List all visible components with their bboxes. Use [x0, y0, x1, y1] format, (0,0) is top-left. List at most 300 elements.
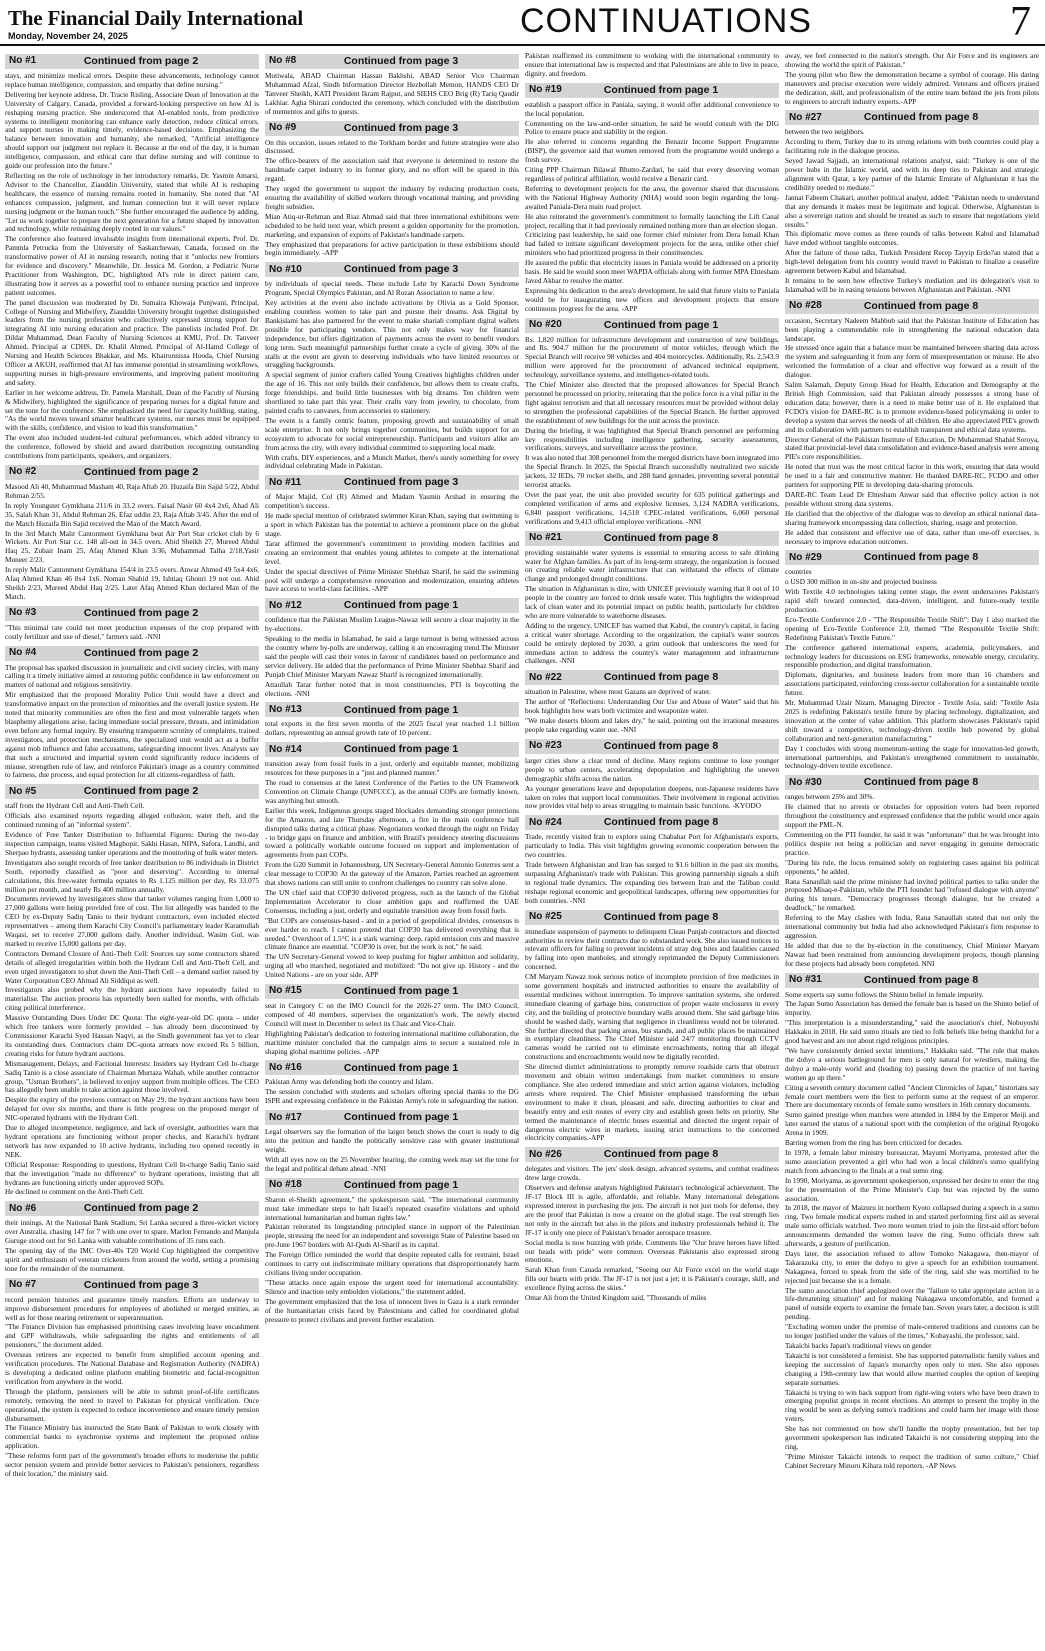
continued-from-label: Continued from page 8 [603, 531, 719, 544]
continuation-header [265, 702, 519, 717]
article-body [265, 1002, 519, 1056]
paragraph: Barring women from the ring has been criticized for decades. [785, 1139, 963, 1148]
paragraph: He assured the public that electricity issues in Paniala would be addressed on a priority basis. He said he would soon meet WAPDA officials along with former MPA Ehtesham Javed Akbar to resolve the matter. [525, 259, 779, 285]
paragraph: staff from the Hydrant Cell and Anti-Theft Cell. [5, 802, 145, 811]
paragraph: The situation in Afghanistan is dire, with UNICEF previously warning that 8 out of 10 people in the country are forced to drink unsafe water. This highlights the widespread lack of clean water and its potential impact on public health, particularly for children who are more vulnerable to waterborne diseases. [525, 585, 779, 620]
continuation-header [525, 531, 779, 546]
article-body [265, 139, 519, 259]
continued-from-label: Continued from page 8 [603, 671, 719, 684]
article-number: No #2 [9, 466, 37, 478]
paragraph: situation in Palestine, where most Gazans are deprived of water. [525, 688, 711, 697]
paragraph: Sharon el-Sheikh agreement," the spokesperson said. "The international community must take immediate steps to halt Israel's repeated ceasefire violations and uphold international humanitarian and human rights law." [265, 1195, 519, 1222]
paragraph: She has not commented on how she'll handle the trophy presentation, but her top government spokesperson has indicated Takaichi is not considering stepping into the ring. [785, 1425, 1039, 1451]
paragraph: providing sustainable water systems is essential to ensuring access to safe drinking water for Afghan families. As part of its long-term strategy, the organization is focused on creating reliable water infrastructure that can withstand the effects of climate change and prolonged drought conditions. [525, 548, 779, 584]
article-number: No #31 [789, 973, 822, 985]
paragraph: He declined to comment on the Anti-Theft Cell. [5, 1188, 144, 1197]
article [5, 784, 259, 1197]
continued-from-label: Continued from page 2 [83, 466, 199, 479]
article [5, 606, 259, 642]
paragraph: In 1990, Moriyama, as government spokesperson, expressed her desire to enter the ring for the presentation of the Prime Minister's Cup but was rejected by the sumo association. [785, 1176, 1039, 1203]
paragraph: During the briefing, it was highlighted that Special Branch personnel are performing key responsibilities including intelligence gathering, security assessments, verifications, surveys, and surveillance across the province. [525, 426, 779, 453]
paragraph: establish a passport office in Paniala, saying, it would offer additional convenience to the local population. [525, 100, 779, 118]
article [5, 646, 259, 781]
article-body [5, 483, 259, 602]
paragraph: This diplomatic move comes as three rounds of talks between Kabul and Islamabad have ended without tangible outcomes. [785, 230, 1039, 248]
continued-from-label: Continued from page 2 [83, 55, 199, 68]
paragraph: Under the special directives of Prime Minister Shehbaz Sharif, he said the swimming pool will undergo a comprehensive renovation and modernization, ensuring athletes have access to world-class facilities. -APP [265, 567, 519, 594]
article [785, 973, 1039, 1471]
paragraph: Takaichi backs Japan's traditional views on gender [785, 1342, 932, 1350]
continued-from-label: Continued from page 3 [343, 263, 459, 276]
continuation-header [265, 598, 519, 613]
paragraph: Mr. Muhammad Uzair Nizam, Managing Director - Textile Asia, said: "Textile Asia 2025 is redefining Pakistan's textile future by placing technology, digitalization, and innovation at the center of value addition. This platform showcases Pakistan's rapid shift toward a competitive, technology-driven textile hub powered by global collaboration and next-generation manufacturing." [785, 699, 1039, 743]
continuation-header [785, 550, 1039, 565]
paragraph: DARE-RC Team Lead Dr Ehtesham Anwar said that effective policy action is not possible without strong data systems. [785, 490, 1039, 508]
article-number: No #16 [269, 1061, 302, 1073]
paragraph: Trade between Afghanistan and Iran has surged to $1.6 billion in the past six months, surpassing Afghanistan's trade with Pakistan. This growing partnership signals a shift in regional trade dynamics. The expanding ties between Iran and the Taliban could reshape regional economic and geopolitical landscapes, offering new opportunities for both countries. -NNI [525, 861, 779, 905]
paragraph: The event also included student-led cultural performances, which added vibrancy to the conference, followed by shield and award distribution recognizing outstanding contributions from participants, speakers, and organizers. [5, 434, 259, 461]
paragraph: "Excluding women under the premise of male-centered traditions and customs can be no longer justified under the values of the times," Kobayashi, the professor, said. [785, 1323, 1039, 1341]
article-body [525, 52, 779, 79]
article [5, 1201, 259, 1273]
paragraph: between the two neighbors. [785, 128, 865, 137]
article-number: No #12 [269, 599, 302, 611]
paragraph: The road to consensus at the latest Conference of the Parties to the UN Framework Convention on Climate Change (UNFCCC), as the annual COPs are formally known, was anything but smooth. [265, 779, 519, 805]
paragraph: Pakistan reiterated its longstanding principled stance in support of the Palestinian people, stressing the need for an independent and sovereign State of Palestine based on pre-June 1967 borders with Al-Quds Al-Sharif as its capital. [265, 1223, 519, 1250]
paragraph: Takaichi is not considered a feminist. She has supported paternalistic family values and keeping the succession of Japan's monarchy open only to men. She also opposes changing a 19th-century law that would allow married couples the option of keeping separate surnames. [785, 1351, 1039, 1387]
paragraph: In 2018, the mayor of Maizuru in northern Kyoto collapsed during a speech in a sumo ring. Two female medical experts rushed in and started performing first aid as several male sumo officials watched. Two more women tried to join the first-aid effort before announcements demanded the women leave the ring. Sumo officials threw salt afterwards, a gesture of purification. [785, 1204, 1039, 1249]
article-body [5, 72, 259, 461]
paragraph: larger cities show a clear trend of decline. Many regions continue to lose younger people to urban centers, accelerating depopulation and highlighting the uneven demographic shifts across the nation. [525, 756, 779, 783]
article-body [785, 991, 1039, 1471]
paragraph: As younger generations leave and depopulation deepens, non-Japanese residents have taken on roles that support local communities. Their involvement in regional activities now provides vital help to areas struggling to maintain basic functions. -KYODO [525, 784, 779, 811]
paragraph: From the G20 Summit in Johannesburg, UN Secretary-General Antonio Guterres sent a clear message to COP30: At the gateway of the Amazon, Parties reached an agreement that shows nations can still unite to confront challenges no country can solve alone. [265, 861, 519, 888]
article-number: No #8 [269, 55, 297, 67]
paragraph: Commenting on the PTI founder, he said it was "unfortunate" that he was brought into politics despite not being a politician and never engaging in genuine democratic practice. [785, 830, 1039, 857]
column [785, 52, 1039, 1646]
article-number: No #3 [9, 607, 37, 619]
paragraph: Despite the expiry of the previous contract on May 29, the hydrant auctions have been delayed for over six months, and there is little progress on the proposed merger of NIC-operated hydrants with the Hydrant Cell. [5, 1096, 259, 1123]
article-body [265, 1196, 519, 1325]
paragraph: CM Maryam Nawaz took serious notice of incomplete provision of free medicines in some government hospitals and instructed authorities to ensure the availability of essential medicines without interruption. To improve sanitation systems, she ordered immediate cleaning of garbage bins, construction of proper waste enclosures in every city, and the building of protective boundary walls around them. She said garbage bins should be washed daily, warning that negligence in cleanliness would not be tolerated. She further directed that parking areas, bus stands, and all public places be maintained in exemplary cleanliness. The Chief Minister said 24/7 monitoring through CCTV cameras would be carried out to eliminate encroachments, noting that all illegal constructions and encroachments would now be digitally recorded. [525, 973, 779, 1062]
paragraph: "But COPs are consensus-based - and in a period of geopolitical divides, consensus is ever harder to reach. I cannot pretend that COP30 has delivered everything that is needed." Overshoot of 1.5°C is a stark warning: deep, rapid emission cuts and massive climate finance are essential. "COP30 is over, but the work is not," he said. [265, 916, 519, 952]
continuation-header [5, 784, 259, 799]
paragraph: Seyed Jawad Sajjadi, an international relations analyst, said: "Turkey is one of the power hubs in the Islamic world, and with its deep ties to Pakistan and strategic alignment with Qatar, a key partner of the Islamic Emirate of Afghanistan it has the credibility needed to mediate." [785, 157, 1039, 192]
continuation-header [785, 299, 1039, 314]
paragraph: They urged the government to support the industry by reducing production costs, ensuring the availability of skilled workers through vocational training, and providing freight subsidies. [265, 185, 519, 211]
continuation-header [525, 910, 779, 925]
paragraph: Massive Outstanding Dues Under DC Quota: The eight-year-old DC quota – under which free tankers were formerly provided – has already been discontinued by Commissioner Karachi Syed Hassan Naqvi, as the Sindh government has yet to clear its outstanding dues. Contractors claim DC-quota arrears now exceed Rs 5 billion, creating risks for future hydrant auctions. [5, 1014, 259, 1058]
paragraph: The Foreign Office reminded the world that despite repeated calls for restraint, Israel continues to carry out indiscriminate military operations that disproportionately harm civilians living under occupation. [265, 1251, 519, 1277]
article-number: No #7 [9, 1279, 37, 1291]
continued-from-label: Continued from page 3 [83, 1278, 199, 1291]
paragraph: o USD 300 million in on-site and projected business [785, 578, 937, 587]
continued-from-label: Continued from page 1 [343, 743, 459, 756]
paragraph: Over the past year, the unit also provided security for 635 political gatherings and completed verification of arms and explosive licenses, 3,124 NADRA verifications, 6,840 passport verifications, 14,518 CPEC-related verifications, 6,060 personal verifications and 9,413 official employee verifications. -NNI [525, 490, 779, 526]
paragraph: Rana Sanaullah said the prime minister had invited political parties to talks under the proposed Misaq-e-Pakistan, while the PTI founder had "refused dialogue with anyone" during his tenure. "Democracy progresses through dialogue, but he created a deadlock," he remarked. [785, 877, 1039, 913]
paragraph: The Finance Ministry has instructed the State Bank of Pakistan to work closely with commercial banks to synchronise systems and implement the proposed online application. [5, 1424, 259, 1451]
paragraph: The young pilot who flew the demonstration became a symbol of courage. His daring maneuvers and precise execution were widely admired. Veterans and officers praised the dedication, skill, and professionalism of the entire team behind the jets from pilots to engineers to aircraft industry experts.-APP [785, 70, 1039, 106]
paragraph: Pakistan Army was defending both the country and Islam. [265, 1078, 434, 1087]
paragraph: Documents reviewed by investigators show that tanker volumes ranging from 1,000 to 27,000 gallons were being provided free of cost. The list allegedly was handed to the CEO by ex-Deputy Sadiq Tanio to their hydrant contractors, even included elected representatives – among them Karachi City Council's parliamentary leader Karamullah Waqasi, set to receive 27,000 gallons daily. Another individual, Wasim Gul, was marked to receive 15,000 gallons per day. [5, 895, 259, 948]
paragraph: In 1978, a female labor ministry bureaucrat, Mayumi Moriyama, protested after the sumo association prevented a girl who had won a local children's sumo qualifying match from advancing to the finals at a real sumo ring. [785, 1148, 1039, 1175]
paragraph: Officials also examined reports regarding alleged collusion, water theft, and the continued running of an "informal system". [5, 812, 259, 830]
continued-from-label: Continued from page 1 [603, 83, 719, 96]
article-number: No #29 [789, 551, 822, 563]
continued-from-label: Continued from page 1 [343, 1178, 459, 1191]
article [525, 83, 779, 314]
paragraph: Mir emphasized that the proposed Morality Police Unit would have a direct and transformative impact on the protection of minorities and the overall justice system. He noted that minority communities are often the first and most vulnerable targets when blasphemy allegations arise, facing immediate social pressure, threats, and intimidation even before any formal inquiry. By ensuring transparent scrutiny of complaints, trained investigators, and protection mechanisms, the specialized unit would act as a buffer against mob influence and false accusations, safeguarding innocent lives. Analysts say that such a structured and impartial system could significantly reduce incidents of misuse, strengthen rule of law, and reinforce Pakistan's image as a country committed to fairness, due process, and equal protection for all citizens-regardless of faith. [5, 691, 259, 780]
article [265, 598, 519, 698]
paragraph: of Major Majid, Col (R) Ahmed and Madam Yasmin Arshad in ensuring the competition's success. [265, 493, 519, 511]
paragraph: The event is a family centric feature, proposing growth and sustainability of small scale enterprise. It not only brings together communities, but builds support for an ecosystem to advocate for social entrepreneurship. Participants and visitors alike are from across the city, with every individual committed to supporting local made. [265, 416, 519, 452]
continuation-header [265, 984, 519, 999]
paragraph: Criticizing past leadership, he said one former chief minister from Dera Ismail Khan had failed to initiate significant development projects for the area, unlike other chief ministers who had prioritized progress in their constituencies. [525, 231, 779, 258]
article-body [525, 549, 779, 667]
article-number: No #13 [269, 703, 302, 715]
article-body [265, 760, 519, 980]
article [265, 54, 519, 117]
paragraph: He also referred to concerns regarding the Benazir Income Support Programme (BISP), the governor said that women removed from the programme would undergo a fresh survey. [525, 138, 779, 165]
paragraph: by individuals of special needs. These include Lehr by Karachi Down Syndrome Program, Special Olympics Pakistan, and Al Rozan Association to name a few. [265, 280, 519, 298]
paragraph: With Textile 4.0 technologies taking center stage, the event underscores Pakistan's rapid shift toward connected, data-driven, intelligent, and future-ready textile production. [785, 588, 1039, 615]
article-body [785, 317, 1039, 547]
paragraph: He noted that trust was the most critical factor in this work, ensuring that data would be used in a fair and constructive manner. He thanked DARE-RC, FCDO and other partners for supporting PIE in developing data-sharing protocols. [785, 463, 1039, 490]
paragraph: She directed district administrations to promptly remove roadside carts that obstruct movement and obtain written undertakings from market committees to ensure compliance. She also ordered immediate and strict action against violators, including arrests where required. The Chief Minister emphasised transforming the urban environment to make it clean, pleasant and safe, directing authorities to clear and beautify entry and exit routes of every city and establish green belts on priority. She termed the maintenance of electric buses essential and directed the urgent repair of dangerous electric wires in markets, issuing strict instructions to the concerned electricity companies.-APP [525, 1063, 779, 1143]
paragraph: Omar Ali from the United Kingdom said, "Thousands of miles [525, 1294, 707, 1303]
masthead [0, 0, 1045, 46]
paragraph: "We make deserts bloom and lakes dry," he said, pointing out the irrational measures people take regarding water use. -NNI [525, 717, 779, 734]
paragraph: "This minimal rate could not meet production expenses of the crop prepared with costly fertilizer and use of diesel," farmers said. -NNI [5, 623, 259, 641]
continued-from-label: Continued from page 2 [83, 1202, 199, 1215]
paragraph: Rs. 1,820 million for infrastructure development and construction of new buildings, and Rs. 904.7 million for the procurement of motor vehicles, through which the Special Branch will receive 98 vehicles and 404 motorcycles. Additionally, Rs. 2,543.9 million were approved for the procurement of advanced technical equipment, technology, surveillance systems, and intelligence-related tools. [525, 335, 779, 380]
continued-from-label: Continued from page 8 [603, 739, 719, 752]
paragraph: "These reforms form part of the government's broader efforts to modernise the public sector pension system and provide better services to Pakistan's pensioners, regardless of their location," the ministry said. [5, 1452, 259, 1478]
continued-from-label: Continued from page 3 [343, 476, 459, 489]
article [265, 702, 519, 738]
paragraph: Reflecting on the role of technology in her introductory remarks, Dr. Yasmin Amarsi, Advisor to the Chancellor, Ziauddin University, stated that while AI is reshaping healthcare, the essence of nursing remains rooted in humanity. She noted that "AI enhances compassion, judgment, and human connection but it will never replace nursing judgment or the human touch." She further encouraged the audience by adding, "Let us work together to prepare the next generation for a future shaped by innovation and technology, while remaining deeply rooted in our values." [5, 171, 259, 234]
column [525, 52, 779, 1646]
paragraph: Pakistan reaffirmed its commitment to working with the international community to ensure that international law is respected and that Palestinians are able to live in peace, dignity, and freedom. [525, 52, 779, 78]
continuation-header [5, 606, 259, 621]
continued-from-label: Continued from page 8 [863, 299, 979, 312]
paragraph: Earlier in her welcome address, Dr. Pamela Marshall, Dean of the Faculty of Nursing & Midwifery, highlighted the significance of preparing nurses for a digital future and set the tone for the conference. She emphasized the need for capacity building, stating, "As the world moves toward smarter healthcare systems, our nurses must be equipped with the skills, confidence, and vision to lead this transformation." [5, 388, 259, 433]
continuation-header [265, 54, 519, 69]
continuation-header [5, 465, 259, 480]
article [785, 110, 1039, 294]
article-body [525, 833, 779, 905]
paragraph: countries [785, 568, 812, 577]
paragraph: confidence that the Pakistan Muslim League-Nawaz will secure a clear majority in the by-elections. [265, 616, 519, 634]
article-body [265, 720, 519, 738]
paragraph: transition away from fossil fuels in a just, orderly and equitable manner, mobilizing resources for these purposes in a "just and planned manner." [265, 760, 519, 778]
article [785, 299, 1039, 547]
paragraph: It was also noted that 308 personnel from the merged districts have been integrated into the Special Branch. In 2025, the Special Branch successfully neutralized two suicide jackets, 32 IEDs, 70 rocket shells, and 288 hand grenades, preventing several potential terrorist attacks. [525, 454, 779, 490]
article-number: No #20 [529, 318, 562, 330]
article [525, 739, 779, 811]
article-body [5, 1296, 259, 1479]
article-number: No #27 [789, 111, 822, 123]
article-body [265, 493, 519, 594]
continued-from-label: Continued from page 8 [603, 1148, 719, 1161]
paragraph: In reply Youngster Gymkhana 211/6 in 33.2 overs. Faisal Nasir 60 4x4 2x6, Ahad Ali 35, Salah Khan 31, Abdul Rehman 26, Efaz uddin 23, Raja Aftab 3/45. After the end of the Match Huzaifa Bin Sajid received the Man of the Match Award. [5, 501, 259, 528]
article [785, 550, 1039, 771]
paragraph: Key activities at the event also include activations by Olivia as a Gold Sponsor, enabling countless women to take part and pursue their dreams. Ask Digital by Bankislami has also partnered for the event to make shariah compliant digital wallets possible for participating vendors. This not only makes way for financial independence, but offers digitization of payments across the event to benefit vendors long term. Such meaningful partnerships further create a cycle of giving. 30% of the stalls at the event are given to deserving individuals who have limited resources or struggling backgrounds. [265, 299, 519, 370]
article-number: No #14 [269, 743, 302, 755]
continuation-header [265, 742, 519, 757]
paragraph: Due to alleged incompetence, negligence, and lack of oversight, authorities warn that hydrant operations are functioning without proper checks, and Karachi's hydrant network has now expanded to 10 active hydrants, including two opened recently in NEK. [5, 1124, 259, 1159]
article-body [5, 1219, 259, 1273]
paragraph: The office-bearers of the association said that everyone is determined to restore the handmade carpet industry to its former glory, and no effort will be spared in this regard. [265, 157, 519, 184]
paragraph: It remains to be seen how effective Turkey's mediation and its delegation's visit to Islamabad will be in easing tensions between Afghanistan and Pakistan. -NNI [785, 276, 1039, 294]
paragraph: In reply Malir Cantonment Gymkhana 154/4 in 23.5 overs. Anwar Ahmed 49 5x4 4x6, Afaq Ahmed Khan 46 8x4 1x6. Noman Shahid 19, Ishtiaq Ghouri 19 not out. Abid Sheikh 2/23, Mureed Abdul Haq 2/25. Later Afaq Ahmed Khan declared Man of the Match. [5, 566, 259, 601]
paragraph: The panel discussion was moderated by Dr. Sumaira Khowaja Punjwani, Principal, College of Nursing and Midwifery, Ziauddin University brought together distinguished leaders from the nursing profession who collectively expressed strong support for integrating AI into nursing education and practice. The panelists included Prof. Dr. Dildar Muhammad, Dean Faculty of Nursing Sciences at KMU, Prof. Dr. Tanveer Ahmed, Principal at CDHS, Dr. Khalil Ahmed, Principal of Al-Hamd College of Nursing and Health Sciences Bhakkar, and Ms. Khairunnissa Hooda, Chief Nursing Officer at AKUH, reaffirmed that AI has immense potential in streamlining workflows, supporting nurses in high-pressure environments, and improving patient monitoring and safety. [5, 298, 259, 387]
article-body [265, 616, 519, 698]
continued-from-label: Continued from page 2 [83, 785, 199, 798]
paragraph: The Japan Sumo Association has denied the female ban is based on the Shinto belief of impurity. [785, 1000, 1039, 1018]
paragraph: Tarar affirmed the government's commitment to providing modern facilities and creating an environment that enables young athletes to compete at the international level. [265, 539, 519, 566]
columns-container [5, 52, 1041, 1646]
paragraph: He stressed once again that a balance must be maintained between sharing data across the system and safeguarding it from any form of misrepresentation or misuse. He also welcomed the formulation of a clear and effective way forward as a result of the dialogue. [785, 344, 1039, 380]
paragraph: delegates and visitors. The jets' sleek design, advanced systems, and combat readiness drew large crowds. [525, 1165, 779, 1183]
paragraph: Earlier this week, Indigenous groups staged blockades demanding stronger protections for the Amazon, and late Thursday afternoon, a fire in the main conference hall disrupted talks during a critical phase. Negotiators worked through the night on Friday - to bridge gaps on finance and ambition, with Brazil's presidency steering discussions toward a politically workable outcome focused on support and implementation of agreements from past COPs. [265, 806, 519, 860]
article [525, 815, 779, 905]
paragraph: Observers and defense analysts highlighted Pakistan's technological achievement. The JF-17 Block III is agile, affordable, and reliable. Many international delegations expressed interest in purchasing the jets. The aircraft is not just tools for defense, they are the proof that Pakistan is now a creator on the global stage. The real strength lies not only in the aircraft but also in the pilots and industry professionals behind it. The JF-17 is only one piece of Pakistan's broader aerospace treasure. [525, 1184, 779, 1237]
continued-from-label: Continued from page 8 [863, 776, 979, 789]
article-body [525, 101, 779, 314]
continuation-header [525, 739, 779, 754]
continuation-header [785, 775, 1039, 790]
article-number: No #6 [9, 1202, 37, 1214]
paragraph: Eco-Textile Conference 2.0 - "The Responsible Textile Shift": Day 1 also marked the opening of Eco-Textile Conference 2.0, themed "The Responsible Textile Shift: Redefining Pakistan's Textile Future." [785, 615, 1039, 642]
paragraph: The proposal has sparked discussion in journalistic and civil society circles, with many calling it a timely initiative aimed at restoring public confidence in law enforcement on matters of national and religious sensitivity. [5, 663, 259, 690]
paragraph: With crafts, DIY experiences, and a Munch Market, there's surely something for every individual celebrating Made in Pakistan. [265, 453, 519, 471]
continuation-header [525, 815, 779, 830]
paragraph: "These attacks once again expose the urgent need for international accountability. Silence and inaction only embolden violations," the statement added. [265, 1278, 519, 1296]
paragraph: Overseas retirees are expected to benefit from simplified account opening and verification procedures. The National Database and Registration Authority (NADRA) is developing a dedicated online platform enabling biometric and facial-recognition verification from anywhere in the world. [5, 1351, 259, 1386]
continuation-header [265, 1110, 519, 1125]
continuation-header [265, 262, 519, 277]
page-number: 7 [1010, 0, 1031, 45]
paragraph: Director General of the Pakistan Institute of Education, Dr Muhammad Shahid Soroya, stated that provincial-level data consolidation and evidence-based analysis were among PIE's core responsibilities. [785, 435, 1039, 462]
article-number: No #24 [529, 816, 562, 828]
article-number: No #30 [789, 776, 822, 788]
article-number: No #26 [529, 1148, 562, 1160]
paragraph: Citing PPP Chairman Bilawal Bhutto-Zardari, he said that every deserving woman regardless of political affiliation, would receive a Benazir card. [525, 166, 779, 183]
paragraph: With all eyes now on the 25 November hearing, the coming week may set the tone for the legal and political debate ahead. -NNI [265, 1155, 519, 1173]
article-number: No #15 [269, 985, 302, 997]
continuation-header [265, 1178, 519, 1193]
paragraph: record pension histories and guarantee timely transfers. Efforts are underway to improve disbursement procedures for employees of abolished or merged entities, as well as for those nearing retirement or superannuation. [5, 1295, 259, 1322]
article-body [785, 128, 1039, 294]
paragraph: Referring to development projects for the area, the governor shared that discussions with the National Highway Authority (NHA) would soon begin regarding the long-awaited Paniala-Dera main road project. [525, 184, 779, 211]
article-number: No #21 [529, 531, 562, 543]
article [785, 775, 1039, 968]
paragraph: Investigators also sought records of free tanker distribution to 86 individuals in District South, reportedly classified as "poor and deserving". According to internal calculations, this free-water formula equates to Rs 1.125 million per day, Rs 33.075 million per month, and nearly Rs 400 million annually. [5, 858, 259, 894]
continued-from-label: Continued from page 3 [343, 55, 459, 68]
paragraph: The session concluded with students and scholars offering special thanks to the DG ISPR and expressing confidence in the Pakistan Army's role in safeguarding the nation. [265, 1088, 519, 1106]
paragraph: He clarified that the objective of the dialogue was to develop an ethical national data-sharing framework encompassing data collection, sharing, usage and protection. [785, 509, 1039, 527]
continuation-header [265, 475, 519, 490]
paragraph: Masood Ali 40, Muhammad Masham 40, Raja Aftab 20. Huzaifa Bin Sajid 5/22, Abdul Rehman 2/55. [5, 482, 259, 500]
article-body [5, 664, 259, 781]
paragraph: He claimed that no arrests or obstacles for opposition voters had been reported throughout the constituency and expressed confidence that the public would once again support the PML-N. [785, 803, 1039, 830]
continuation-header [525, 83, 779, 98]
article-body [525, 1165, 779, 1303]
column [5, 52, 259, 1646]
continued-from-label: Continued from page 2 [83, 606, 199, 619]
issue-date: Monday, November 24, 2025 [8, 31, 128, 41]
article-number: No #23 [529, 740, 562, 752]
continued-from-label: Continued from page 8 [863, 973, 979, 986]
article-body [525, 928, 779, 1144]
article-body [785, 568, 1039, 771]
continued-from-label: Continued from page 2 [83, 646, 199, 659]
continuation-header [5, 1278, 259, 1293]
paragraph: In the 3rd Match Malir Cantonment Gymkhana beat Air Port Star cricket club by 6 Wickets. Air Port Star c.c. 148 all-out in 34.5 overs. Abid Sheikh 27, Mureed Abdul Haq 25, Zubair Inam 25, Afaq Ahmed Khan 3/36, Muhammad Talha 2/18,Yasir Muneer 2/23. [5, 529, 259, 565]
paragraph: Some experts say sumo follows the Shinto belief in female impurity. [785, 990, 984, 999]
article-body [5, 624, 259, 642]
article [265, 475, 519, 594]
paragraph: occasion, Secretary Nadeem Mahbub said that the Pakistan Institute of Education has been playing a commendable role in strengthening the national education data landscape. [785, 316, 1039, 343]
paragraph: He added that due to the by-election in the constituency, Chief Minister Maryam Nawaz had been restrained from announcing development projects, though planning for these projects had already been completed. NNI [785, 941, 1039, 968]
article-body [525, 688, 779, 735]
article [265, 1110, 519, 1174]
article [265, 262, 519, 471]
article [265, 1178, 519, 1325]
continuation-header [265, 121, 519, 136]
continuation-header [525, 670, 779, 685]
paragraph: Highlighting Pakistan's dedication to fostering international maritime collaboration, the maritime minister concluded that the campaign aims to secure a sustained role in shaping global maritime policies. -APP [265, 1029, 519, 1056]
article [525, 318, 779, 527]
article-number: No #18 [269, 1179, 302, 1191]
paragraph: Expressing his dedication to the area's development, he said that future visits to Paniala would be for inaugurating new offices and development projects that ensure continuous progress for the area. -APP [525, 286, 779, 313]
paragraph: Attaullah Tarar further noted that in most constituencies, PTI is boycotting the elections. -NNI [265, 680, 519, 698]
paragraph: Salim Salamah, Deputy Group Head for Health, Education and Demography at the British High Commission, said that Pakistan already possesses a strong base of education data; however, there is a need to make better use of it. He explained that FCDO's vision for DARE-RC is to promote evidence-based policymaking in order to develop a system that serves the needs of all children. He also appreciated PIE's growth and its collaboration with partners to establish transparent and ethical data systems. [785, 381, 1039, 434]
paragraph: seat in Category C on the IMO Council for the 2026-27 term. The IMO Council, composed of 40 members, supervises the organization's work. The newly elected Council will meet in December to select its Chair and Vice-Chair. [265, 1002, 519, 1028]
continued-from-label: Continued from page 1 [603, 318, 719, 331]
paragraph: On this occasion, issues related to the Torkham border and future strategies were also discussed. [265, 138, 519, 156]
section-title: CONTINUATIONS [520, 2, 812, 40]
continued-from-label: Continued from page 8 [863, 551, 979, 564]
paragraph: Evidence of Free Tanker Distribution to Influential Figures: During the two-day inspection campaign, teams visited Maghopir, Sakhi Hasan, NIPA, Safora, Landhi, and Sherpao hydrants, assessing tanker operations and the monitoring of bulk water meters. [5, 831, 259, 857]
paragraph: "The Finance Division has emphasised prioritising cases involving leave encashment and GPF withdrawals, while safeguarding the rights and entitlements of all pensioners," the document added. [5, 1323, 259, 1350]
continuation-header [525, 318, 779, 333]
paragraph: Commenting on the law-and-order situation, he said he would consult with the DIG Police to ensure peace and stability in the region. [525, 119, 779, 137]
article [5, 54, 259, 461]
paragraph: The UN chief said that COP30 delivered progress, such as the launch of the Global Implementation Accelerator to close ambition gaps and reaffirmed the UAE Consensus, including a just, orderly and equitable transition away from fossil fuels. [265, 888, 519, 915]
paragraph: Investigators also probed why the hydrant auctions have repeatedly failed to materialise. The auction process has reportedly been stalled for months, with officials citing political interference. [5, 986, 259, 1013]
article-number: No #25 [529, 910, 562, 922]
article-number: No #5 [9, 785, 37, 797]
newspaper-title: The Financial Daily International [8, 6, 304, 30]
continued-from-label: Continued from page 1 [343, 985, 459, 998]
continuation-header [265, 1060, 519, 1075]
paragraph: ranges between 25% and 30%. [785, 793, 875, 802]
paragraph: "Prime Minister Takaichi intends to respect the tradition of sumo culture," Chief Cabinet Secretary Minoru Kihara told reporters. -AP News [785, 1452, 1039, 1470]
paragraph: Takaichi is trying to win back support from right-wing voters who have been drawn to emerging populist groups in recent elections. An attempt to present the trophy in the ring would be seen as defying sumo's traditions and could harm her image with those voters. [785, 1388, 1039, 1424]
article-body [525, 757, 779, 811]
paragraph: They emphasized that preparations for active participation in these exhibitions should begin immediately. -APP [265, 240, 519, 258]
paragraph: Speaking to the media in Islamabad, he said a large turnout is being witnessed across the country where by-polls are underway, calling it an encouraging trend.The Minister said the people will cast their votes in favour of candidates based on performance and service delivery. He added that the performance of Prime Minister Shehbaz Sharif and Punjab Chief Minister Maryam Nawaz Sharif is recognized internationally. [265, 635, 519, 679]
continuation-header [785, 110, 1039, 125]
paragraph: Sarah Khan from Canada remarked, "Seeing our Air Force excel on the world stage fills our hearts with pride. The JF-17 is not just a jet; it is Pakistan's courage, skill, and excellence flying across the skies." [525, 1266, 779, 1293]
continuation-header [5, 54, 259, 69]
article-number: No #1 [9, 55, 37, 67]
article [525, 910, 779, 1144]
paragraph: Delivering her keynote address, Dr. Tracie Risling, Associate Dean of Innovation at the University of Calgary, Canada, provided a forward-looking perspective on how AI is reshaping nursing practice. She underscored that AI-enabled tools, from predictive systems to intelligent monitoring can enhance early detection, reduce clinical errors, and support nurses in making timely, evidence-based decisions. Emphasizing the balance between innovation and humanity, she remarked, "Artificial intelligence should support our judgment not replace it. Because at the end of the day, it is human intelligence, compassion, and ethical care that define nursing and will continue to guide our profession into the future." [5, 90, 259, 171]
paragraph: The sumo association chief apologized over the "failure to take appropriate action in a life-threatening situation" and for making Nakagawa uncomfortable, and formed a panel of outside experts to examine the female ban. Seven years later, a decision is still pending. [785, 1286, 1039, 1322]
paragraph: After the failure of those talks, Turkish President Recep Tayyip Erdo?an stated that a high-level delegation from his country would travel to Pakistan to finalize a ceasefire agreement between Kabul and Islamabad. [785, 249, 1039, 276]
paragraph: Days later, the association refused to allow Tomoko Nakagawa, then-mayor of Takarazuka city, to enter the dohyo to give a speech for an exhibition tournament. Nakagawa, forced to speak from the side of the ring, said she was mortified to be rejected just because she is a female. [785, 1249, 1039, 1285]
continuation-header [5, 646, 259, 661]
paragraph: their innings. At the National Bank Stadium, Sri Lanka secured a three-wicket victory over Australia, chasing 147 for 7 with one over to spare. Marlon Fernando and Manjula Guruge stood out for Sri Lanka with valuable contributions of 35 runs each. [5, 1219, 259, 1246]
paragraph: Social media is now buzzing with pride. Comments like "Our brave heroes have lifted our heads with pride" were common. Overseas Pakistanis also expressed strong emotions. [525, 1238, 779, 1265]
article-body [5, 802, 259, 1197]
continued-from-label: Continued from page 3 [343, 121, 459, 134]
paragraph: A special segment of junior crafters called Young Creatives highlights children under the age of 16. This not only builds their confidence, but allows them to create crafts, forge friendships, and build little businesses with big dreams. Ten children were shortlisted to take part this year. Their crafts vary from jewelry, to chocolate, from painted crafts to canvases, from accessories to stationery. [265, 371, 519, 415]
article-body [525, 336, 779, 527]
paragraph: Official Response: Responding to questions, Hydrant Cell In-charge Sadiq Tanio said that the investigation "made no difference" to hydrant operations, insisting that all hydrants are functioning strictly under approved SOPs. [5, 1160, 259, 1187]
paragraph: The UN Secretary-General vowed to keep pushing for higher ambition and solidarity, urging all who marched, negotiated and mobilized: "Do not give up. History - and the United Nations - are on your side. APP [265, 953, 519, 980]
paragraph: Citing a seventh century document called "Ancient Chronicles of Japan," historians say female court members were the first to perform sumo at the request of an emperor. There are documentary records of female sumo wrestlers in 16th century documents. [785, 1083, 1039, 1110]
continued-from-label: Continued from page 1 [343, 703, 459, 716]
article-number: No #22 [529, 671, 562, 683]
paragraph: The government emphasized that the loss of innocent lives in Gaza is a stark reminder of the humanitarian crisis faced by Palestinians and called for coordinated global pressure to protect civilians and prevent further escalation. [265, 1297, 519, 1324]
article-body [265, 280, 519, 471]
paragraph: Referring to the May clashes with India, Rana Sanaullah stated that not only the international community but India had also acknowledged Pakistan's firm response to aggression. [785, 914, 1039, 940]
continuation-header [5, 1201, 259, 1216]
continued-from-label: Continued from page 8 [603, 910, 719, 923]
article-body [265, 72, 519, 117]
paragraph: The Chief Minister also directed that the proposed allowances for Special Branch personnel be processed on priority, reiterating that the police force is a vital pillar in the fight against terrorism and that all necessary resources must be provided without delay to strengthen the professional capabilities of the Special Branch. He further approved the establishment of new buildings for the unit across the province. [525, 381, 779, 425]
paragraph: Contractors Demand Closure of Anti-Theft Cell: Sources say some contractors shared details of alleged irregularities within both the Hydrant Cell and Anti-Theft Cell, and even urged investigators to shut down the Anti-Theft Cell – a demand earlier raised by Water Corporation CEO Ahmad Ali Siddiqui as well. [5, 949, 259, 985]
continued-from-label: Continued from page 1 [343, 1061, 459, 1074]
article-number: No #10 [269, 263, 302, 275]
article-number: No #19 [529, 84, 562, 96]
article-body [785, 52, 1039, 106]
article [525, 531, 779, 667]
paragraph: immediate suspension of payments to delinquent Clean Punjab contractors and directed authorities to review their contracts due to substandard work. She also issued notices to relevant officers for failing to prevent incidents of stray dog bites and fatalities caused by falling into open manholes, and strongly reprimanded the Deputy Commissioners concerned. [525, 927, 779, 972]
article [5, 465, 259, 602]
continuation-header [785, 973, 1039, 988]
paragraph: Sumo gained prestige when matches were attended in 1884 by the Emperor Meiji and later earned the status of a national sport with the completion of the original Ryogoku Arena in 1909. [785, 1111, 1039, 1138]
continued-from-label: Continued from page 1 [343, 599, 459, 612]
paragraph: "During his rule, the focus remained solely on registering cases against his political opponents," he added. [785, 858, 1039, 876]
article-body [265, 1128, 519, 1174]
paragraph: "This interpretation is a misunderstanding," said the association's chief, Nobuyoshi Hakkaku in 2018. He said sumo rituals are tied to folk beliefs like being thankful for a good harvest and are not about rigid religious principles. [785, 1019, 1039, 1046]
article [265, 742, 519, 980]
article [5, 1278, 259, 1479]
article-body [785, 793, 1039, 968]
article-body [265, 1078, 519, 1106]
article [525, 52, 779, 79]
continued-from-label: Continued from page 1 [343, 1111, 459, 1124]
continued-from-label: Continued from page 8 [863, 111, 979, 124]
paragraph: The conference also featured invaluable insights from international experts. Prof. Dr. Pammla Petrucka from the University of Saskatchewan, Canada, focused on the transformative power of AI in nursing research, noting that it "unlocks new frontiers for evidence and discovery." Meanwhile, Dr. Jessica M. Gordon, a Pediatric Nurse Practitioner from Washington, DC, highlighted AI's role in direct patient care, illustrating how it serves as a powerful tool to enhance nursing practice and improve patient outcomes. [5, 235, 259, 297]
article [525, 670, 779, 735]
paragraph: Motiwala, ABAD Chairman Hassan Bakhshi, ABAD Senior Vice Chairman Muhammad Afzal, Sindh Information Director Hezbollah Memon, HANDS CEO Dr Tanveer Sheikh, KATI President Ikram Rajput, and SIEHS CEO Brig (R) Tariq Qaudir Lakhiar. Agha Shirazi conducted the ceremony, which concluded with the distribution of mementos and gifts to guests. [265, 72, 519, 116]
paragraph: Day 1 concludes with strong momentum-setting the stage for innovation-led growth, international partnerships, and Pakistan's strengthened commitment to sustainable, technology-driven textile excellence. [785, 744, 1039, 771]
paragraph: away, we feel connected to the nation's strength. Our Air Force and its engineers are showing the world the spirit of Pakistan." [785, 52, 1039, 69]
paragraph: Through the platform, pensioners will be able to submit proof-of-life certificates remotely, removing the need to travel to Pakistan for physical verification. Once operational, the system is expected to reduce inconvenience and ensure timely pension disbursement. [5, 1387, 259, 1423]
article [265, 984, 519, 1056]
paragraph: Adding to the urgency, UNICEF has warned that Kabul, the country's capital, is facing a critical water shortage. According to the organization, the capital's water sources could be entirely depleted by 2030, a grim outlook that underscores the need for immediate action to address the country's water management and infrastructure challenges. -NNI [525, 621, 779, 666]
paragraph: The conference gathered international experts, academia, policymakers, and technology leaders for discussions on ESG frameworks, renewable energy, circularity, responsible production, and digital transformation. [785, 643, 1039, 670]
paragraph: The author of "Reflections: Understanding Our Use and Abuse of Water" said that his book highlights how wars both victimize and weaponize water. [525, 698, 779, 716]
paragraph: "We have consistently denied sexist intentions," Hakkaku said. "The rule that makes the dohyo a serious battleground for men is only natural for wrestlers, making the dohyo a male-only world and (leading to) passing down the practice of not having women go up there." [785, 1047, 1039, 1082]
continuation-header [525, 1147, 779, 1162]
